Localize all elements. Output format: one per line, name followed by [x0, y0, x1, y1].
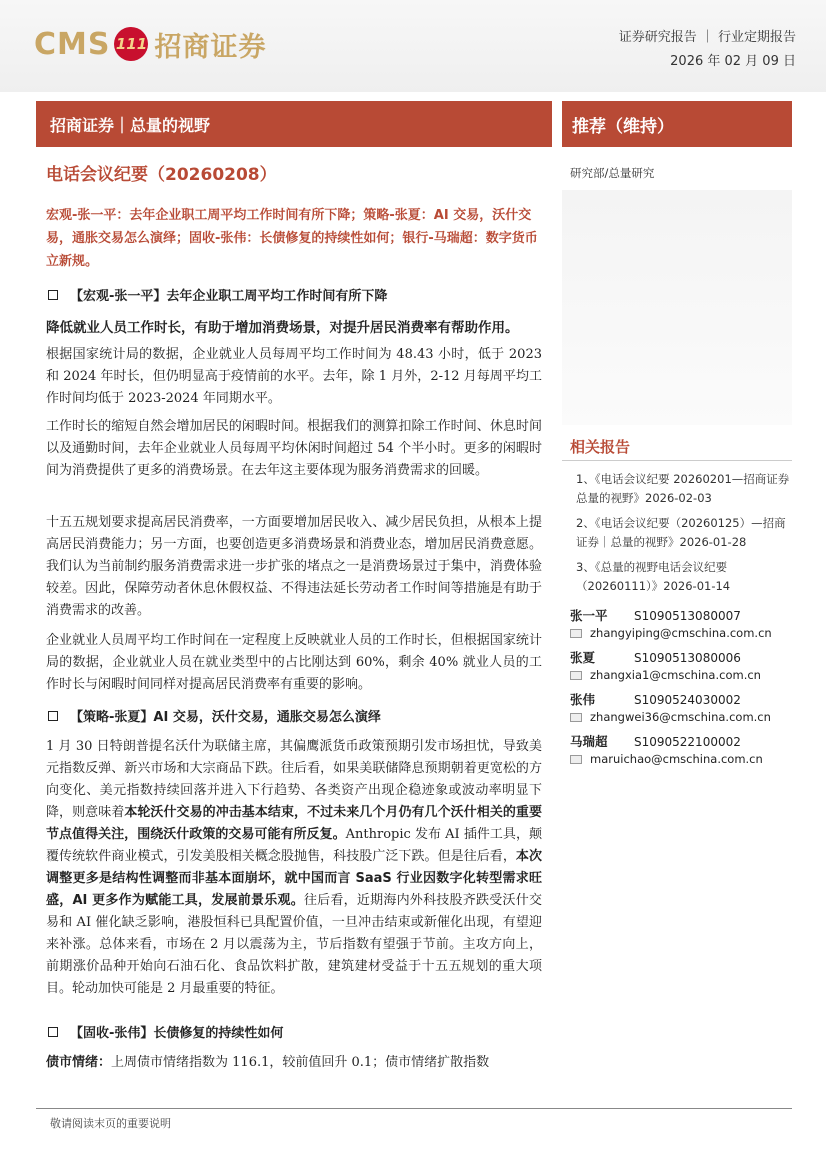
fixed-income-label: 债市情绪：	[46, 1055, 112, 1070]
mail-icon	[570, 629, 582, 638]
logo-cms-text: CMS	[34, 26, 111, 62]
macro-paragraph-2: 工作时长的缩短自然会增加居民的闲暇时间。根据我们的测算扣除工作时间、休息时间以及通勤时间，去年企业就业人员每周平均休闲时间超过 54 个半小时。更多的闲暇时间为消费提供了更多的消费场景。在去年这主要体现为服务消费需求的回暖。	[46, 419, 542, 478]
related-report-item[interactable]: 3、《总量的视野电话会议纪要（20260111）》2026-01-14	[576, 560, 731, 593]
analyst-name: 张一平	[570, 608, 608, 623]
analyst-id: S1090522100002	[634, 735, 741, 749]
company-logo	[34, 24, 266, 64]
analyst-id: S1090513080006	[634, 651, 741, 665]
fixed-income-paragraph	[46, 1052, 542, 1074]
mail-icon	[570, 671, 582, 680]
analyst-email[interactable]: maruichao@cmschina.com.cn	[590, 752, 763, 766]
mail-icon	[570, 755, 582, 764]
rating-text: 推荐（维持）	[572, 116, 674, 137]
related-reports-title: 相关报告	[570, 438, 631, 456]
checkbox-bullet-icon	[48, 1027, 58, 1037]
title-bar	[36, 101, 552, 147]
related-divider	[562, 460, 792, 461]
macro-paragraph-1: 根据国家统计局的数据，企业就业人员每周平均工作时间为 48.43 小时，低于 2023 和 2024 年时长，但仍明显高于疫情前的水平。去年，除 1 月外，2-12 月每周平均工作时间均低于 2023-2024 年同期水平。	[46, 347, 542, 406]
section-heading-fixed-income	[46, 1022, 546, 1041]
title-bar-text: 招商证券｜总量的视野	[50, 115, 211, 135]
strategy-text-3: 往后看，近期海内外科技股齐跌受沃什交易和 AI 催化缺乏影响，港股恒科已具配置价值，一旦冲击结束或新催化出现，有望迎来补涨。总体来看，市场在 2 月以震荡为主，节后指数有望强于节前。主攻方向上，前期涨价品种开始向石油石化、食品饮料扩散，建筑建材受益于十五五规划的重大项目。轮动加快可能是 2 月最重要的特征。	[46, 893, 542, 996]
section-heading-strategy	[46, 706, 546, 725]
analyst-email[interactable]: zhangyiping@cmschina.com.cn	[590, 626, 772, 640]
section-heading-text: 【策略-张夏】AI 交易，沃什交易，通胀交易怎么演绎	[70, 710, 381, 725]
analyst-name: 张伟	[570, 692, 596, 707]
strategy-paragraph	[46, 736, 542, 1000]
strategy-text-2: Anthropic 发布 AI 插件工具，颠覆传统软件商业模式，引发美股相关概念股抛售，科技股广泛下跌。但是往后看，	[46, 827, 542, 864]
strategy-bold-1: 本轮沃什交易的冲击基本结束，不过未来几个月仍有几个沃什相关的重要节点值得关注，围绕沃什政策的交易可能有所反复。	[46, 805, 542, 842]
analyst-name: 马瑞超	[570, 734, 608, 749]
analyst-list	[570, 606, 792, 774]
macro-lead: 降低就业人员工作时长，有助于增加消费场景，对提升居民消费率有帮助作用。	[46, 320, 519, 336]
related-report-item[interactable]: 1、《电话会议纪要 20260201—招商证券总量的视野》2026-02-03	[576, 472, 790, 505]
sidebar-shade	[562, 190, 792, 425]
analyst-id: S1090524030002	[634, 693, 741, 707]
macro-paragraph-3: 十五五规划要求提高居民消费率，一方面要增加居民收入、减少居民负担，从根本上提高居民消费能力；另一方面，也要创造更多消费场景和消费业态，增加居民消费意愿。我们认为当前制约服务消费需求进一步扩张的堵点之一是消费场景过于集中，消费体验较差。因此，保障劳动者休息休假权益、不得违法延长劳动者工作时间等措施是有助于消费需求的改善。	[46, 515, 542, 618]
strategy-text-1: 1 月 30 日特朗普提名沃什为联储主席，其偏鹰派货币政策预期引发市场担忧，导致美元指数反弹、新兴市场和大宗商品下跌。往后看，如果美联储降息预期朝着更宽松的方向变化、美元指数持续回落并进入下行趋势、各类资产出现企稳迹象或波动率明显下降，则意味着	[46, 739, 542, 820]
analyst-email[interactable]: zhangwei36@cmschina.com.cn	[590, 710, 771, 724]
summary: 宏观-张一平：去年企业职工周平均工作时间有所下降；策略-张夏：AI 交易，沃什交易，通胀交易怎么演绎；固收-张伟：长债修复的持续性如何；银行-马瑞超：数字货币立新规。	[46, 208, 538, 269]
document-title: 电话会议纪要（20260208）	[46, 165, 277, 185]
related-report-item[interactable]: 2、《电话会议纪要（20260125）—招商证券｜总量的视野》2026-01-28	[576, 516, 786, 549]
related-reports-list	[576, 470, 790, 602]
checkbox-bullet-icon	[48, 290, 58, 300]
section-heading-macro	[46, 285, 546, 304]
logo-company-name: 招商证券	[154, 31, 267, 63]
analyst-email[interactable]: zhangxia1@cmschina.com.cn	[590, 668, 761, 682]
rating-bar	[562, 101, 792, 147]
report-type: 证券研究报告 ｜ 行业定期报告	[618, 30, 796, 45]
macro-paragraph-4: 企业就业人员周平均工作时间在一定程度上反映就业人员的工作时长，但根据国家统计局的数据，企业就业人员在就业类型中的占比刚达到 60%，剩余 40% 就业人员的工作时长与闲暇时间同样对提高居民消费率有重要的影响。	[46, 633, 542, 692]
analyst-card	[570, 690, 792, 732]
checkbox-bullet-icon	[48, 711, 58, 721]
section-heading-text: 【固收-张伟】长债修复的持续性如何	[70, 1026, 284, 1041]
analyst-id: S1090513080007	[634, 609, 741, 623]
logo-badge-icon: 111	[114, 27, 148, 61]
mail-icon	[570, 713, 582, 722]
analyst-card	[570, 732, 792, 774]
analyst-name: 张夏	[570, 650, 596, 665]
report-date: 2026 年 02 月 09 日	[670, 54, 796, 69]
strategy-bold-2: 本次调整更多是结构性调整而非基本面崩坏，就中国而言 SaaS 行业因数字化转型需求旺盛，AI 更多作为赋能工具，发展前景乐观。	[46, 849, 542, 908]
department: 研究部/总量研究	[570, 166, 655, 180]
footer-divider	[36, 1108, 792, 1109]
analyst-card	[570, 606, 792, 648]
fixed-income-text: 上周债市情绪指数为 116.1，较前值回升 0.1；债市情绪扩散指数	[111, 1055, 490, 1070]
section-heading-text: 【宏观-张一平】去年企业职工周平均工作时间有所下降	[70, 289, 388, 304]
footer-note: 敬请阅读末页的重要说明	[50, 1117, 171, 1130]
analyst-card	[570, 648, 792, 690]
